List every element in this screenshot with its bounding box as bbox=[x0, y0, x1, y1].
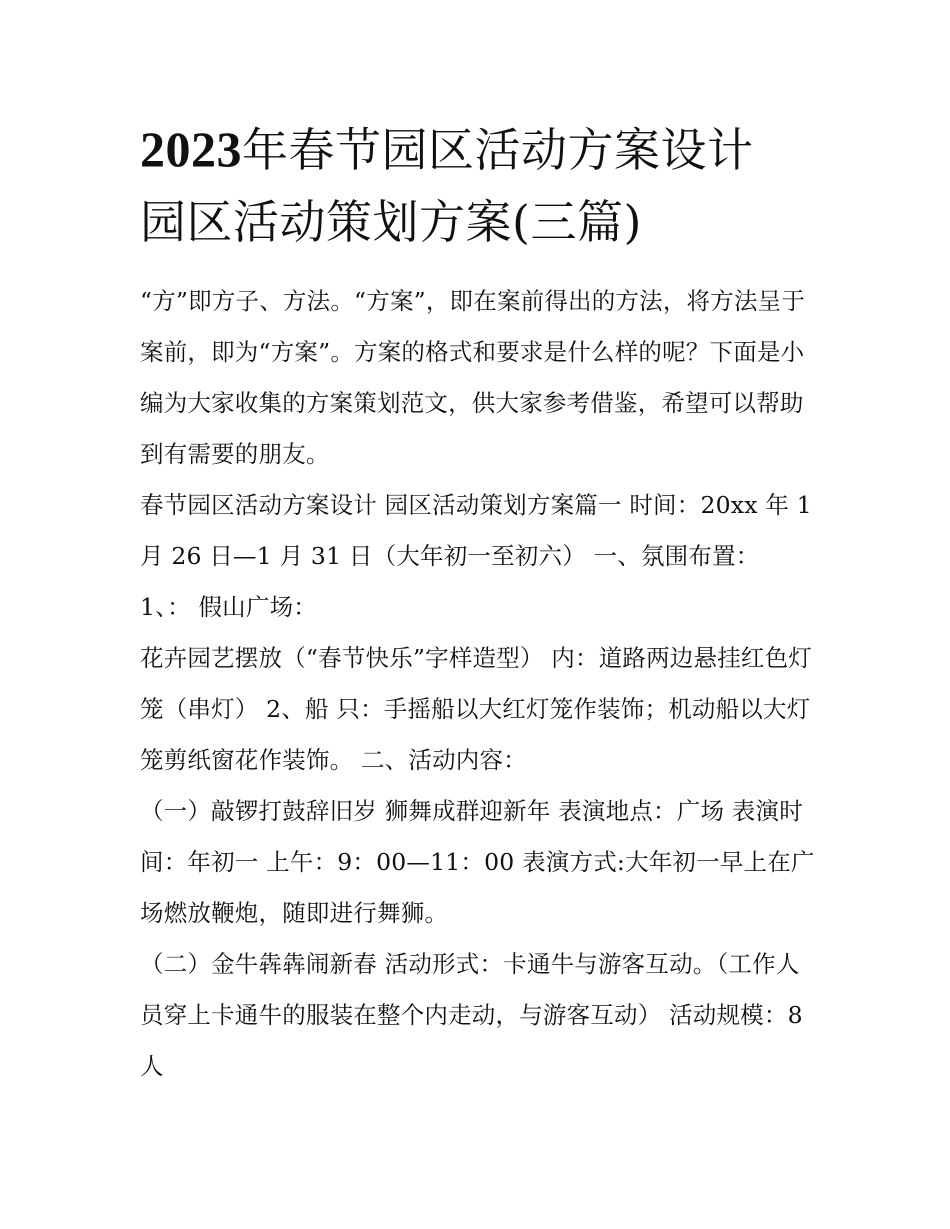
document-body bbox=[140, 276, 820, 1092]
title-year: 2023 bbox=[140, 121, 242, 177]
paragraph-plaza: 1、： 假山广场： bbox=[140, 593, 317, 621]
paragraph-activity-one: （一）敲锣打鼓辞旧岁 狮舞成群迎新年 表演地点：广场 表演时间：年初一 上午：9：00—11：00 表演方式:大年初一早上在广场燃放鞭炮，随即进行舞狮。 bbox=[140, 797, 815, 927]
paragraph-time: 春节园区活动方案设计 园区活动策划方案篇一 时间：20xx 年 1 月 26 日—1 月 31 日（大年初一至初六） 一、氛围布置： bbox=[140, 491, 812, 570]
title-line2-text: 园区活动策划方案(三篇) bbox=[140, 195, 642, 249]
paragraph-intro: “方”即方子、方法。“方案”，即在案前得出的方法，将方法呈于案前，即为“方案”。方案的格式和要求是什么样的呢？下面是小编为大家收集的方案策划范文，供大家参考借鉴，希望可以帮助到有需要的朋友。 bbox=[140, 287, 806, 468]
paragraph-decoration: 花卉园艺摆放（“春节快乐”字样造型） 内：道路两边悬挂红色灯笼（串灯） 2、船 只：手摇船以大红灯笼作装饰；机动船以大灯笼剪纸窗花作装饰。 二、活动内容： bbox=[140, 644, 812, 774]
document-title bbox=[140, 113, 830, 258]
paragraph-activity-two: （二）金牛犇犇闹新春 活动形式：卡通牛与游客互动。（工作人员穿上卡通牛的服装在整个内走动，与游客互动） 活动规模：8 人 bbox=[140, 950, 803, 1080]
title-line1-text: 年春节园区活动方案设计 bbox=[242, 123, 754, 177]
